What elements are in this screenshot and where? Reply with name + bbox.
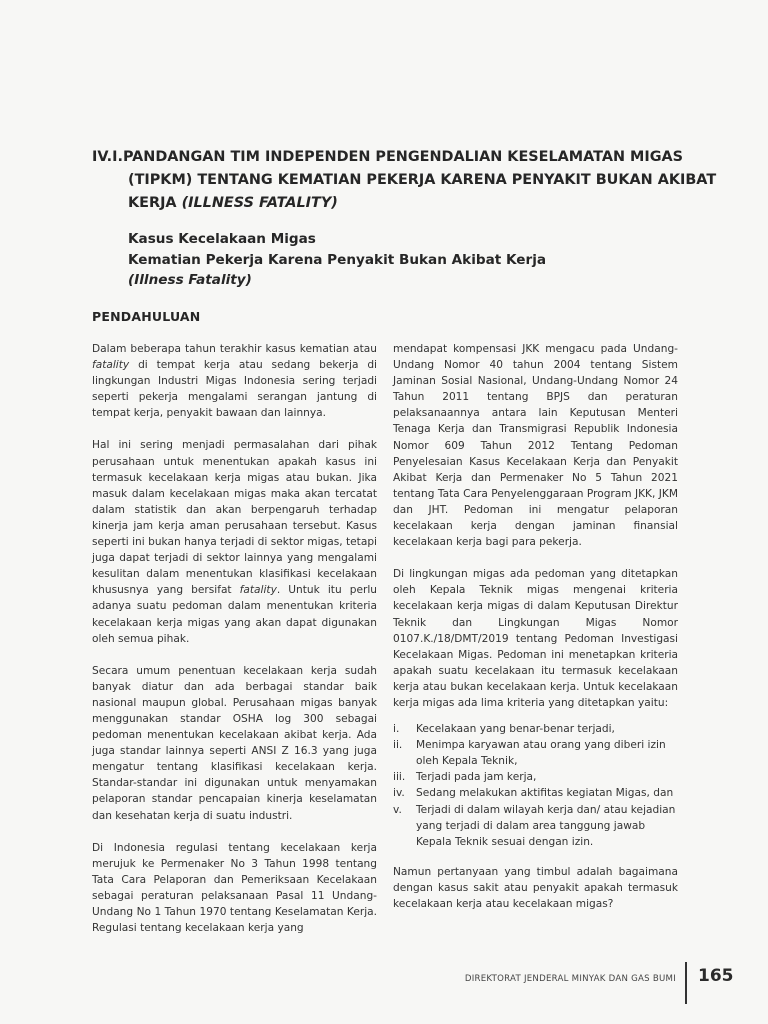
- chapter-title-italic: (ILLNESS FATALITY): [181, 195, 338, 211]
- chapter-title-text: PANDANGAN TIM INDEPENDEN PENGENDALIAN KESELAMATAN MIGAS: [122, 149, 684, 165]
- paragraph-text: . Untuk itu perlu adanya suatu pedoman dalam menentukan kriteria kecelakaan kerja migas yang akan dapat digunakan oleh semua pihak.: [92, 584, 377, 645]
- list-marker: v.: [393, 803, 402, 816]
- list-item-text: Kecelakaan yang benar-benar terjadi,: [416, 723, 615, 736]
- section-heading: PENDAHULUAN: [92, 309, 201, 324]
- paragraph-italic: fatality: [92, 359, 130, 372]
- paragraph-text: Dalam beberapa tahun terakhir kasus kematian atau: [92, 343, 377, 355]
- chapter-title-line-2: (TIPKM) TENTANG KEMATIAN PEKERJA KARENA PENYAKIT BUKAN AKIBAT: [128, 172, 717, 188]
- page-number: 165: [698, 966, 734, 986]
- chapter-number: IV.I.: [92, 149, 123, 165]
- chapter-title: [92, 146, 717, 215]
- case-subheading: [128, 229, 588, 291]
- list-item: [393, 802, 678, 850]
- page-footer: [0, 966, 768, 1006]
- list-item: [393, 737, 678, 769]
- list-item-text: Menimpa karyawan atau orang yang diberi izin oleh Kepala Teknik,: [416, 739, 666, 768]
- right-column: [393, 341, 678, 928]
- paragraph-italic: fatality: [239, 584, 277, 597]
- left-column: [92, 341, 377, 952]
- paragraph: [92, 437, 377, 646]
- paragraph-text: Hal ini sering menjadi permasalahan dari pihak perusahaan untuk menentukan apakah kasus ini termasuk kecelakaan kerja migas atau bukan. Jika masuk dalam kecelakaan migas maka akan tercatat dalam statistik dan akan berpengaruh terhadap kinerja jam kerja aman perusahaan tersebut. Kasus seperti ini bukan hanya terjadi di sektor migas, tetapi juga dapat terjadi di sektor lainnya yang mengalami kesulitan dalam menentukan klasifikasi kecelakaan khususnya yang bersifat: [92, 439, 377, 597]
- list-marker: ii.: [393, 739, 403, 752]
- list-marker: iv.: [393, 787, 405, 800]
- list-marker: i.: [393, 723, 400, 736]
- paragraph: Namun pertanyaan yang timbul adalah bagaimana dengan kasus sakit atau penyakit apakah termasuk kecelakaan kerja atau kecelakaan migas?: [393, 865, 678, 910]
- case-subheading-line-2: Kematian Pekerja Karena Penyakit Bukan Akibat Kerja: [128, 251, 547, 268]
- list-item: [393, 769, 678, 785]
- list-item: [393, 785, 678, 801]
- paragraph: mendapat kompensasi JKK mengacu pada Undang-Undang Nomor 40 tahun 2004 tentang Sistem Jaminan Sosial Nasional, Undang-Undang Nomor 24 Tahun 2011 tentang BPJS dan peraturan pelaksanaannya antara lain Keputusan Menteri Tenaga Kerja dan Transmigrasi Republik Indonesia Nomor 609 Tahun 2012 Tentang Pedoman Penyelesaian Kasus Kecelakaan Kerja dan Penyakit Akibat Kerja dan Permenaker No 5 Tahun 2021 tentang Tata Cara Penyelenggaraan Program JKK, JKM dan JHT. Pedoman ini mengatur pelaporan kecelakaan kerja dengan jaminan finansial kecelakaan kerja bagi para pekerja.: [393, 343, 678, 549]
- case-subheading-line-3: (Illness Fatality): [128, 272, 252, 288]
- paragraph: [92, 341, 377, 421]
- list-item-text: Terjadi pada jam kerja,: [416, 771, 537, 784]
- paragraph: Di lingkungan migas ada pedoman yang ditetapkan oleh Kepala Teknik migas mengenai kriteria kecelakaan kerja migas di dalam Keputusan Direktur Teknik dan Lingkungan Migas Nomor 0107.K./18/DMT/2019 tentang Pedoman Investigasi Kecelakaan Migas. Pedoman ini menetapkan kriteria apakah suatu kecelakaan itu termasuk kecelakaan kerja atau bukan kecelakaan kerja. Untuk kecelakaan kerja migas ada lima kriteria yang ditetapkan yaitu:: [393, 568, 678, 709]
- paragraph: Secara umum penentuan kecelakaan kerja sudah banyak diatur dan ada berbagai standar baik nasional maupun global. Perusahaan migas banyak menggunakan standar OSHA log 300 sebagai pedoman menentukan kecelakaan akibat kerja. Ada juga standar lainnya seperti ANSI Z 16.3 yang juga mengatur tentang klasifikasi kecelakaan kerja. Standar-standar ini digunakan untuk menyamakan pelaporan standar pencapaian kinerja keselamatan dan kesehatan kerja di suatu industri.: [92, 664, 377, 822]
- footer-divider: [685, 962, 687, 1004]
- list-item: [393, 721, 678, 737]
- paragraph: Di Indonesia regulasi tentang kecelakaan kerja merujuk ke Permenaker No 3 Tahun 1998 tentang Tata Cara Pelaporan dan Pemeriksaan Kecelakaan sebagai peraturan pelaksanaan Pasal 11 Undang-Undang No 1 Tahun 1970 tentang Keselamatan Kerja. Regulasi tentang kecelakaan kerja yang: [92, 841, 377, 935]
- list-marker: iii.: [393, 771, 406, 784]
- paragraph-text: di tempat kerja atau sedang bekerja di lingkungan Industri Migas Indonesia sering terjadi seperti pekerja mengalami serangan jantung di tempat kerja, penyakit bawaan dan lainnya.: [92, 359, 377, 420]
- case-subheading-line-1: Kasus Kecelakaan Migas: [128, 231, 316, 247]
- list-item-text: Sedang melakukan aktifitas kegiatan Migas, dan: [416, 787, 674, 800]
- list-item-text: Terjadi di dalam wilayah kerja dan/ atau kejadian yang terjadi di dalam area tanggung jawab Kepala Teknik sesuai dengan izin.: [416, 803, 676, 848]
- criteria-list: [393, 721, 678, 850]
- footer-publisher: DIREKTORAT JENDERAL MINYAK DAN GAS BUMI: [464, 974, 676, 984]
- chapter-title-line-3: [92, 192, 678, 215]
- chapter-title-kerja: KERJA: [128, 195, 177, 211]
- chapter-title-line-1: [92, 146, 684, 169]
